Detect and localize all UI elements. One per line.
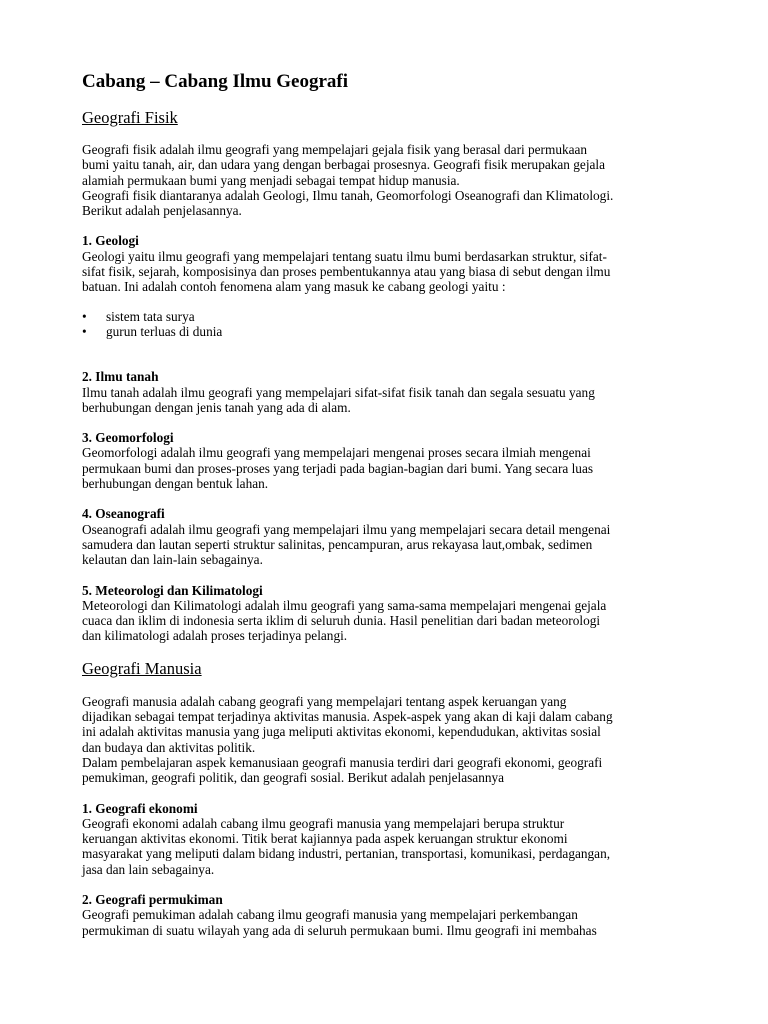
text-line: jasa dan lain sebagainya. — [82, 861, 215, 877]
manusia-intro — [82, 694, 698, 786]
heading-geografi-manusia: Geografi Manusia — [82, 658, 202, 678]
text-line: dan kilimatologi adalah proses terjadinya pelangi. — [82, 628, 348, 644]
section-title: 2. Geografi permukiman — [82, 891, 223, 907]
section-title: 1. Geologi — [82, 233, 139, 249]
page-title: Cabang – Cabang Ilmu Geografi — [82, 71, 349, 92]
text-line: permukaan bumi dan proses-proses yang terjadi pada bagian-bagian dari bumi. Yang secara luas — [82, 460, 594, 476]
text-line: samudera dan lautan seperti struktur salinitas, pencampuran, arus rekayasa laut,ombak, sedimen — [82, 536, 593, 552]
fisik-intro — [82, 142, 698, 218]
text-line: cuaca dan iklim di indonesia serta iklim di seluruh dunia. Hasil penelitian dari badan meteorologi — [82, 613, 601, 629]
section-title: 1. Geografi ekonomi — [82, 800, 198, 816]
heading-geografi-fisik: Geografi Fisik — [82, 108, 178, 127]
section-geomorfologi — [82, 430, 698, 491]
section-title: 4. Oseanografi — [82, 506, 165, 522]
text-line: Geomorfologi adalah ilmu geografi yang mempelajari mengenai proses secara ilmiah mengenai — [82, 445, 591, 461]
text-line: Berikut adalah penjelasannya. — [82, 203, 242, 219]
text-line: alamiah permukaan bumi yang menjadi sebagai tempat hidup manusia. — [82, 172, 460, 188]
section-oseanografi — [82, 506, 698, 567]
section-meteorologi — [82, 583, 698, 644]
text-line: sifat fisik, sejarah, komposisinya dan proses pembentukannya atau yang biasa di sebut dengan ilmu — [82, 264, 611, 280]
text-line: Geografi fisik adalah ilmu geografi yang mempelajari gejala fisik yang berasal dari permukaan — [82, 142, 588, 157]
text-line: Geografi ekonomi adalah cabang ilmu geografi manusia yang mempelajari berupa struktur — [82, 815, 565, 831]
text-line: Dalam pembelajaran aspek kemanusiaan geografi manusia terdiri dari geografi ekonomi, geografi — [82, 754, 603, 770]
text-line: Geografi fisik diantaranya adalah Geologi, Ilmu tanah, Geomorfologi Oseanografi dan Klimatologi. — [82, 187, 614, 203]
text-line: Geografi pemukiman adalah cabang ilmu geografi manusia yang mempelajari perkembangan — [82, 907, 578, 923]
bullet-list — [82, 309, 698, 340]
section-title: 3. Geomorfologi — [82, 430, 174, 446]
text-line: pemukiman, geografi politik, dan geografi sosial. Berikut adalah penjelasannya — [82, 770, 505, 786]
list-item: • sistem tata surya — [106, 309, 698, 324]
text-line: batuan. Ini adalah contoh fenomena alam yang masuk ke cabang geologi yaitu : — [82, 279, 506, 295]
text-line: dijadikan sebagai tempat terjadinya aktivitas manusia. Aspek-aspek yang akan di kaji dalam cabang — [82, 709, 613, 725]
text-line: Geologi yaitu ilmu geografi yang mempelajari tentang suatu ilmu bumi berdasarkan struktur, sifat- — [82, 248, 607, 264]
text-line: kelautan dan lain-lain sebagainya. — [82, 552, 263, 568]
text-line: berhubungan dengan bentuk lahan. — [82, 476, 269, 492]
text-line: masyarakat yang meliputi dalam bidang industri, pertanian, transportasi, komunikasi, perdagangan, — [82, 846, 611, 862]
text-line: berhubungan dengan jenis tanah yang ada di alam. — [82, 399, 351, 415]
section-geografi-permukiman — [82, 892, 698, 938]
text-line: permukiman di suatu wilayah yang ada di seluruh permukaan bumi. Ilmu geografi ini membahas — [82, 922, 597, 938]
text-line: bumi yaitu tanah, air, dan udara yang dengan berbagai prosesnya. Geografi fisik merupakan gejala — [82, 157, 606, 173]
text-line: ini adalah aktivitas manusia yang juga meliputi aktivitas ekonomi, kependudukan, aktivitas sosial — [82, 724, 601, 740]
text-line: Ilmu tanah adalah ilmu geografi yang mempelajari sifat-sifat fisik tanah dan segala sesuatu yang — [82, 384, 595, 400]
section-title: 2. Ilmu tanah — [82, 369, 159, 385]
text-line: Meteorologi dan Kilimatologi adalah ilmu geografi yang sama-sama mempelajari mengenai gejala — [82, 597, 607, 613]
section-geologi — [82, 233, 698, 339]
text-line: dan budaya dan aktivitas politik. — [82, 739, 256, 755]
section-title: 5. Meteorologi dan Kilimatologi — [82, 582, 263, 598]
section-geografi-ekonomi — [82, 801, 698, 877]
text-line: Oseanografi adalah ilmu geografi yang mempelajari ilmu yang mempelajari secara detail mengenai — [82, 521, 611, 537]
section-ilmu-tanah — [82, 369, 698, 415]
text-line: keruangan aktivitas ekonomi. Titik berat kajiannya pada aspek keruangan struktur ekonomi — [82, 831, 568, 847]
text-line: Geografi manusia adalah cabang geografi yang mempelajari tentang aspek keruangan yang — [82, 693, 567, 709]
list-item: • gurun terluas di dunia — [106, 324, 698, 339]
